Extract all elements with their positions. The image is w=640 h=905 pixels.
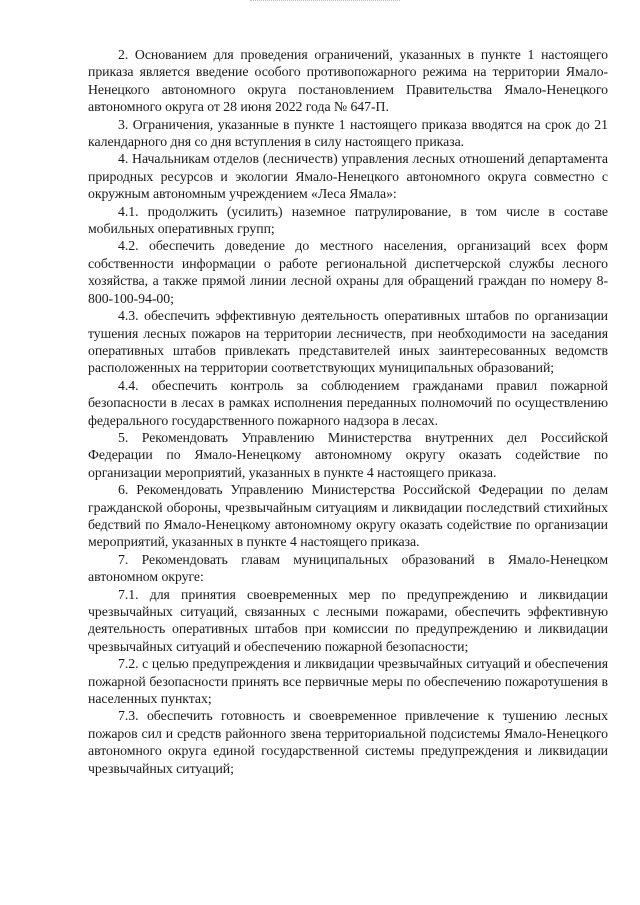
document-body: [88, 46, 608, 777]
scan-artifact: [250, 0, 400, 7]
paragraph-2: 2. Основанием для проведения ограничений, указанных в пункте 1 настоящего приказа является введение особого противопожарного режима на территории Ямало-Ненецкого автономного округа постановлением Правительства Ямало-Ненецкого автономного округа от 28 июня 2022 года № 647-П.: [88, 47, 608, 115]
paragraph-4-4: 4.4. обеспечить контроль за соблюдением гражданами правил пожарной безопасности в лесах в рамках исполнения переданных полномочий по осуществлению федерального государственного пожарного надзора в лесах.: [88, 377, 608, 428]
paragraph-4-1: 4.1. продолжить (усилить) наземное патрулирование, в том числе в составе мобильных оперативных групп;: [88, 203, 608, 237]
paragraph-7-3: 7.3. обеспечить готовность и своевременное привлечение к тушению лесных пожаров сил и средств районного звена территориальной подсистемы Ямало-Ненецкого автономного округа единой государственной системы предупреждения и ликвидации чрезвычайных ситуаций;: [88, 708, 608, 776]
paragraph-7-2: 7.2. с целью предупреждения и ликвидации чрезвычайных ситуаций и обеспечения пожарной безопасности принять все первичные меры по обеспечению пожаротушения в населенных пунктах;: [88, 656, 608, 707]
paragraph-4-3: 4.3. обеспечить эффективную деятельность оперативных штабов по организации тушения лесных пожаров на территории лесничеств, при необходимости на заседания оперативных штабов привлекать представителей иных заинтересованных ведомств расположенных на территории соответствующих муниципальных образований;: [88, 308, 608, 376]
paragraph-5: 5. Рекомендовать Управлению Министерства внутренних дел Российской Федерации по Ямало-Ненецкому автономному округу оказать содействие по организации мероприятий, указанных в пункте 4 настоящего приказа.: [88, 429, 608, 480]
paragraph-3: 3. Ограничения, указанные в пункте 1 настоящего приказа вводятся на срок до 21 календарного дня со дня вступления в силу настоящего приказа.: [88, 116, 608, 150]
paragraph-6: 6. Рекомендовать Управлению Министерства Российской Федерации по делам гражданской обороны, чрезвычайным ситуациям и ликвидации последствий стихийных бедствий по Ямало-Ненецкому автономному округу оказать содействие по организации мероприятий, указанных в пункте 4 настоящего приказа.: [88, 482, 608, 550]
paragraph-4-2: 4.2. обеспечить доведение до местного населения, организаций всех форм собственности информации о работе региональной диспетчерской службы лесного хозяйства, а также прямой линии лесной охраны для обращений граждан по номеру 8-800-100-94-00;: [88, 238, 608, 306]
paragraph-7-1: 7.1. для принятия своевременных мер по предупреждению и ликвидации чрезвычайных ситуаций, связанных с лесными пожарами, обеспечить эффективную деятельность оперативных штабов при комиссии по предупреждению и ликвидации чрезвычайных ситуаций и обеспечению пожарной безопасности;: [88, 586, 608, 654]
paragraph-4: 4. Начальникам отделов (лесничеств) управления лесных отношений департамента природных ресурсов и экологии Ямало-Ненецкого автономного округа совместно с окружным автономным учреждением «Леса Ямала»:: [88, 151, 608, 202]
paragraph-7: 7. Рекомендовать главам муниципальных образований в Ямало-Ненецком автономном округе:: [88, 551, 608, 585]
